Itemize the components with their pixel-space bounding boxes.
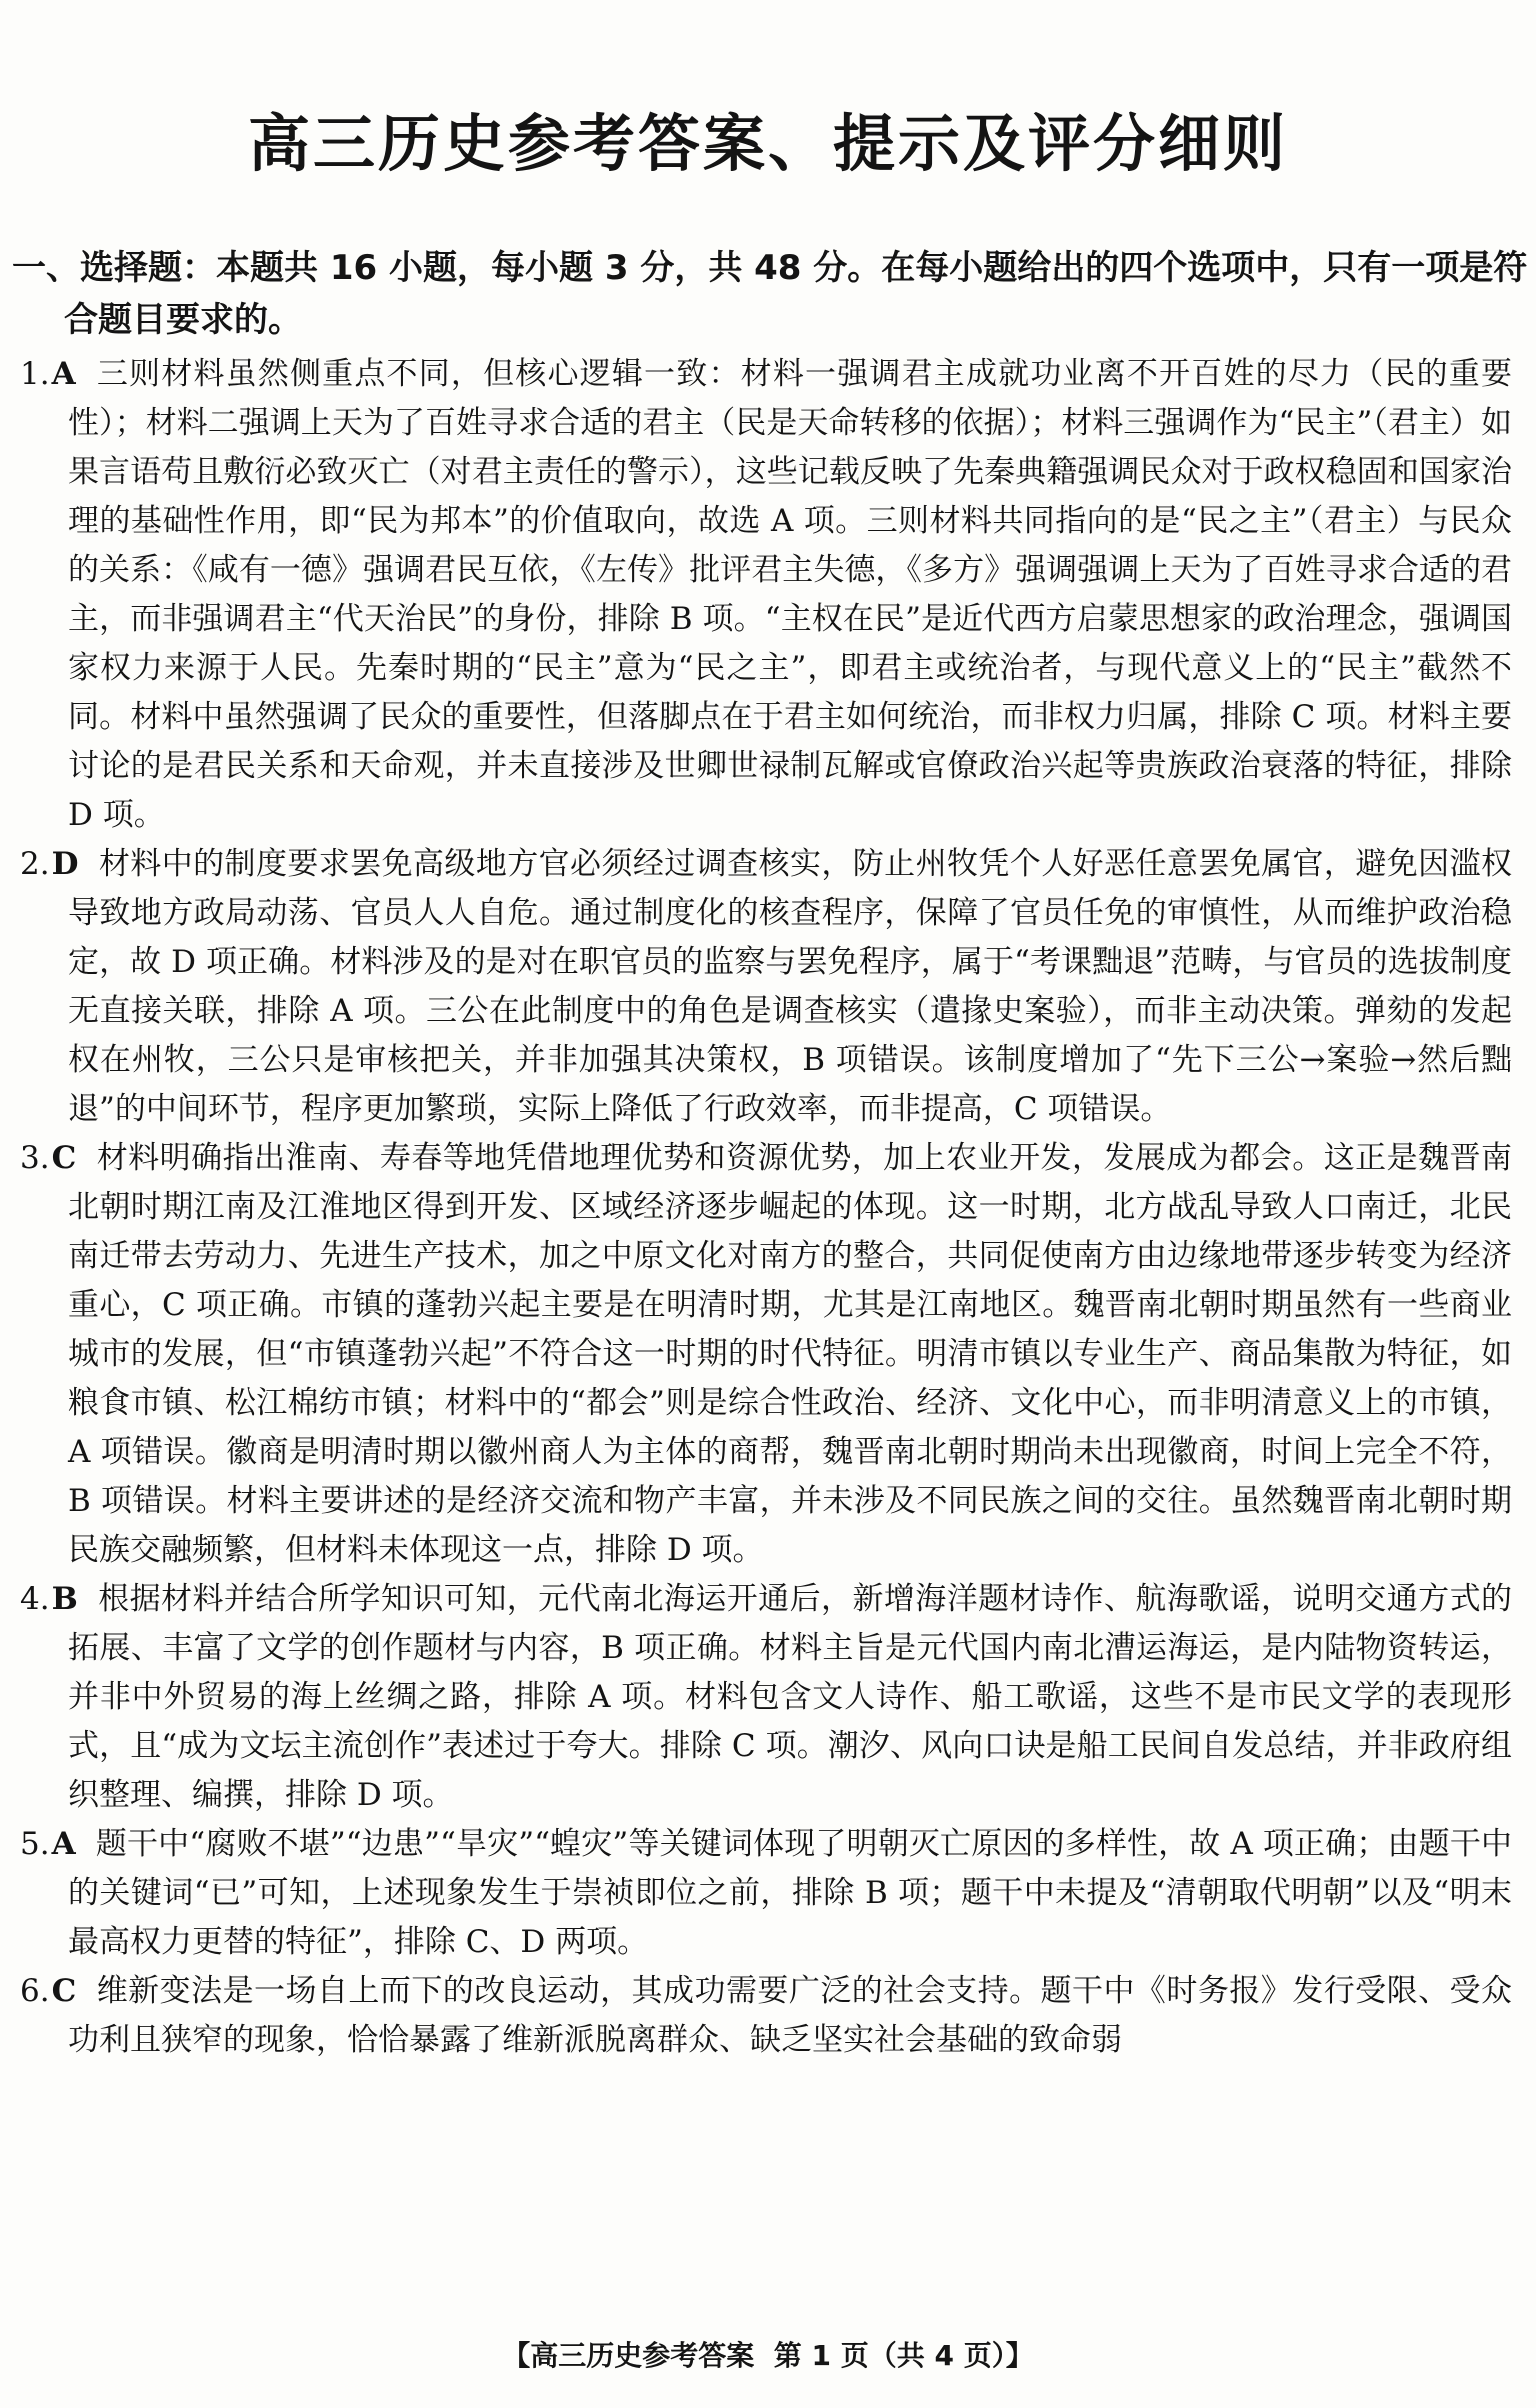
answer-item-3 [20,1134,1512,1575]
answer-list [20,350,1512,2065]
answer-option: C [51,1973,77,2009]
answer-option: A [51,356,76,392]
answer-number: 2. [20,846,50,882]
footer-bracket-open: 【 [502,2339,531,2372]
answer-number: 1. [20,356,50,392]
answer-item-5 [20,1820,1512,1967]
page-footer [0,2336,1536,2376]
answer-explanation: 材料明确指出淮南、寿春等地凭借地理优势和资源优势，加上农业开发，发展成为都会。这正是魏晋南北朝时期江南及江淮地区得到开发、区域经济逐步崛起的体现。这一时期，北方战乱导致人口南迁，北民南迁带去劳动力、先进生产技术，加之中原文化对南方的整合，共同促使南方由边缘地带逐步转变为经济重心，C 项正确。市镇的蓬勃兴起主要是在明清时期，尤其是江南地区。魏晋南北朝时期虽然有一些商业城市的发展，但“市镇蓬勃兴起”不符合这一时期的时代特征。明清市镇以专业生产、商品集散为特征，如粮食市镇、松江棉纺市镇；材料中的“都会”则是综合性政治、经济、文化中心，而非明清意义上的市镇，A 项错误。徽商是明清时期以徽州商人为主体的商帮，魏晋南北朝时期尚未出现徽商，时间上完全不符，B 项错误。材料主要讲述的是经济交流和物产丰富，并未涉及不同民族之间的交往。虽然魏晋南北朝时期民族交融频繁，但材料未体现这一点，排除 D 项。 [68,1140,1512,1568]
answer-number: 3. [20,1140,50,1176]
section-header: 一、选择题：本题共 16 小题，每小题 3 分，共 48 分。在每小题给出的四个选项中，只有一项是符合题目要求的。 [12,248,1528,340]
answer-number: 6. [20,1973,50,2009]
answer-item-6 [20,1967,1512,2065]
answer-option: A [51,1826,76,1862]
answer-explanation: 材料中的制度要求罢免高级地方官必须经过调查核实，防止州牧凭个人好恶任意罢免属官，避免因滥权导致地方政局动荡、官员人人自危。通过制度化的核查程序，保障了官员任免的审慎性，从而维护政治稳定，故 D 项正确。材料涉及的是对在职官员的监察与罢免程序，属于“考课黜退”范畴，与官员的选拔制度无直接关联，排除 A 项。三公在此制度中的角色是调查核实（遣掾史案验），而非主动决策。弹劾的发起权在州牧，三公只是审核把关，并非加强其决策权，B 项错误。该制度增加了“先下三公→案验→然后黜退”的中间环节，程序更加繁琐，实际上降低了行政效率，而非提高，C 项错误。 [68,846,1512,1127]
footer-page-info: 第 1 页（共 4 页） [773,2339,1006,2372]
answer-explanation: 题干中“腐败不堪”“边患”“旱灾”“蝗灾”等关键词体现了明朝灭亡原因的多样性，故 A 项正确；由题干中的关键词“已”可知，上述现象发生于崇祯即位之前，排除 B 项；题干中未提及“清朝取代明朝”以及“明末最高权力更替的特征”，排除 C、D 两项。 [68,1826,1512,1960]
footer-bracket-close: 】 [1005,2339,1034,2372]
answer-number: 5. [20,1826,50,1862]
answer-option: B [51,1581,78,1617]
answer-explanation: 维新变法是一场自上而下的改良运动，其成功需要广泛的社会支持。题干中《时务报》发行受限、受众功利且狭窄的现象，恰恰暴露了维新派脱离群众、缺乏坚实社会基础的致命弱 [68,1973,1512,2058]
answer-explanation: 三则材料虽然侧重点不同，但核心逻辑一致：材料一强调君主成就功业离不开百姓的尽力（民的重要性）；材料二强调上天为了百姓寻求合适的君主（民是天命转移的依据）；材料三强调作为“民主”（君主）如果言语苟且敷衍必致灭亡（对君主责任的警示），这些记载反映了先秦典籍强调民众对于政权稳固和国家治理的基础性作用，即“民为邦本”的价值取向，故选 A 项。三则材料共同指向的是“民之主”（君主）与民众的关系：《咸有一德》强调君民互依，《左传》批评君主失德，《多方》强调强调上天为了百姓寻求合适的君主，而非强调君主“代天治民”的身份，排除 B 项。“主权在民”是近代西方启蒙思想家的政治理念，强调国家权力来源于人民。先秦时期的“民主”意为“民之主”，即君主或统治者，与现代意义上的“民主”截然不同。材料中虽然强调了民众的重要性，但落脚点在于君主如何统治，而非权力归属，排除 C 项。材料主要讨论的是君民关系和天命观，并未直接涉及世卿世禄制瓦解或官僚政治兴起等贵族政治衰落的特征，排除 D 项。 [68,356,1512,833]
answer-option: D [51,846,79,882]
answer-item-4 [20,1575,1512,1820]
answer-number: 4. [20,1581,50,1617]
page-title: 高三历史参考答案、提示及评分细则 [247,107,1288,180]
footer-doc-name: 高三历史参考答案 [530,2339,755,2372]
answer-item-2 [20,840,1512,1134]
answer-explanation: 根据材料并结合所学知识可知，元代南北海运开通后，新增海洋题材诗作、航海歌谣，说明交通方式的拓展、丰富了文学的创作题材与内容，B 项正确。材料主旨是元代国内南北漕运海运，是内陆物资转运，并非中外贸易的海上丝绸之路，排除 A 项。材料包含文人诗作、船工歌谣，这些不是市民文学的表现形式，且“成为文坛主流创作”表述过于夸大。排除 C 项。潮汐、风向口诀是船工民间自发总结，并非政府组织整理、编撰，排除 D 项。 [68,1581,1512,1813]
answer-option: C [51,1140,77,1176]
answer-item-1 [20,350,1512,840]
